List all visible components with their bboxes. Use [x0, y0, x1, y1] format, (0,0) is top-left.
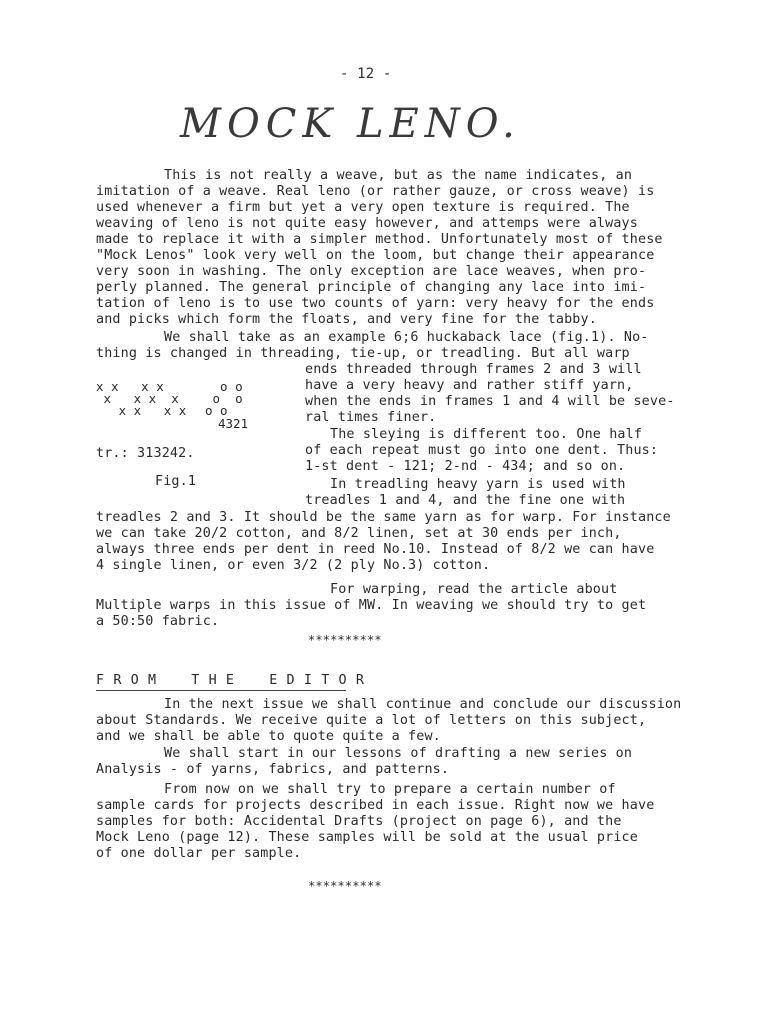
article-line: perly planned. The general principle of changing any lace into imi-: [96, 280, 647, 295]
article-line: This is not really a weave, but as the name indicates, an: [164, 168, 633, 183]
article-line: and picks which form the floats, and very fine for the tabby.: [96, 312, 597, 327]
treadling-sequence: tr.: 313242.: [96, 446, 195, 461]
article-line: we can take 20/2 cotton, and 8/2 linen, set at 30 ends per inch,: [96, 526, 622, 541]
article-line: a 50:50 fabric.: [96, 614, 220, 629]
editor-line: From now on we shall try to prepare a certain number of: [164, 782, 616, 797]
article-line: always three ends per dent in reed No.10. Instead of 8/2 we can have: [96, 542, 655, 557]
draft-row: o o: [205, 403, 228, 418]
article-line: made to replace it with a simpler method. Unfortunately most of these: [96, 232, 663, 247]
article-line: thing is changed in threading, tie-up, or treadling. But all warp: [96, 346, 630, 361]
article-title: MOCK LENO.: [180, 101, 521, 147]
article-line: of each repeat must go into one dent. Thus:: [305, 443, 659, 458]
article-line: "Mock Lenos" look very well on the loom, but change their appearance: [96, 248, 655, 263]
article-line: imitation of a weave. Real leno (or rather gauze, or cross weave) is: [96, 184, 655, 199]
separator-stars: **********: [308, 633, 382, 647]
editor-line: Mock Leno (page 12). These samples will be sold at the usual price: [96, 830, 638, 845]
draft-row: x x x x: [96, 403, 187, 418]
separator-stars-end: **********: [308, 879, 382, 893]
editor-line: In the next issue we shall continue and conclude our discussion: [164, 697, 682, 712]
editor-line: Analysis - of yarns, fabrics, and patterns.: [96, 762, 450, 777]
draft-row: o o: [205, 391, 243, 406]
article-line: treadles 2 and 3. It should be the same yarn as for warp. For instance: [96, 510, 671, 525]
article-line: For warping, read the article about: [330, 582, 618, 597]
article-line: when the ends in frames 1 and 4 will be seve-: [305, 394, 675, 409]
editor-heading: F R O M T H E E D I T O R: [96, 673, 365, 688]
article-line: The sleying is different too. One half: [330, 427, 643, 442]
figure-caption: Fig.1: [155, 474, 197, 489]
article-line: ends threaded through frames 2 and 3 will: [305, 362, 642, 377]
draft-row: 4321: [218, 416, 249, 431]
article-line: 4 single linen, or even 3/2 (2 ply No.3) cotton.: [96, 558, 491, 573]
article-line: used whenever a firm but yet a very open texture is required. The: [96, 200, 630, 215]
article-line: 1-st dent - 121; 2-nd - 434; and so on.: [305, 459, 626, 474]
article-line: In treadling heavy yarn is used with: [330, 477, 626, 492]
draft-row: x x x x: [96, 379, 164, 394]
article-line: ral times finer.: [305, 410, 437, 425]
editor-line: We shall start in our lessons of drafting a new series on: [164, 746, 633, 761]
heading-underline: [96, 690, 346, 691]
editor-line: samples for both: Accidental Drafts (project on page 6), and the: [96, 814, 622, 829]
article-line: treadles 1 and 4, and the fine one with: [305, 493, 626, 508]
article-line: We shall take as an example 6;6 huckaback lace (fig.1). No-: [164, 330, 649, 345]
draft-row: x x x x: [96, 391, 179, 406]
article-line: weaving of leno is not quite easy however, and attemps were always: [96, 216, 638, 231]
article-line: tation of leno is to use two counts of yarn: very heavy for the ends: [96, 296, 655, 311]
editor-line: about Standards. We receive quite a lot of letters on this subject,: [96, 713, 647, 728]
article-line: have a very heavy and rather stiff yarn,: [305, 378, 634, 393]
draft-row: o o: [205, 379, 243, 394]
page-number: - 12 -: [340, 66, 392, 82]
article-line: Multiple warps in this issue of MW. In weaving we should try to get: [96, 598, 647, 613]
editor-line: and we shall be able to quote quite a few.: [96, 729, 441, 744]
editor-line: sample cards for projects described in each issue. Right now we have: [96, 798, 655, 813]
article-line: very soon in washing. The only exception are lace weaves, when pro-: [96, 264, 647, 279]
editor-line: of one dollar per sample.: [96, 846, 302, 861]
